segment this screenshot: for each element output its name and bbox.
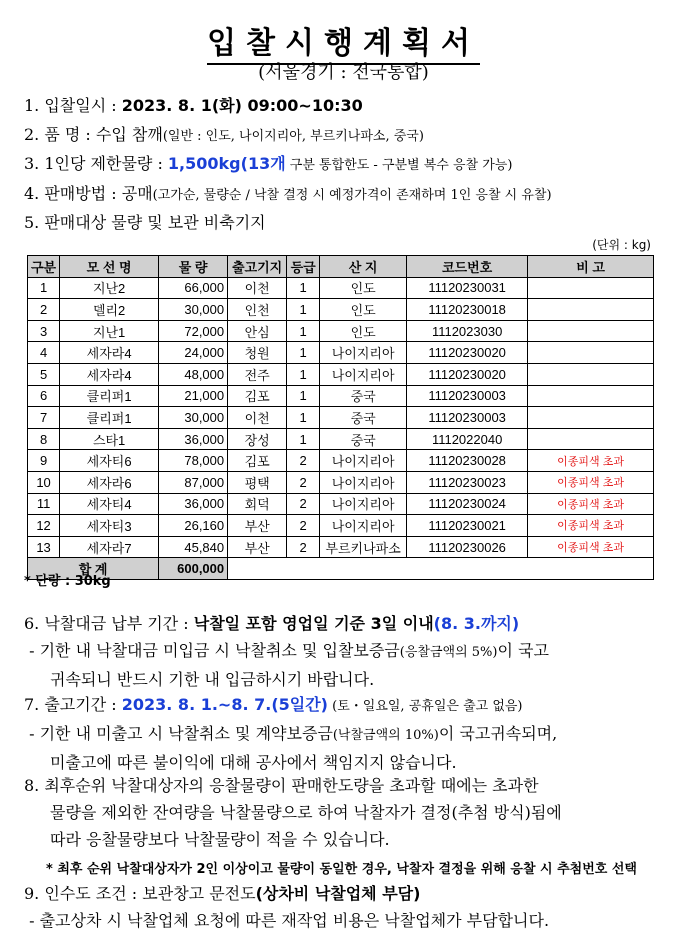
table-cell: 3 bbox=[28, 320, 60, 342]
table-cell: 13 bbox=[28, 536, 60, 558]
item-sale-method: 4. 판매방법 : 공매(고가순, 물량순 / 낙찰 결정 시 예정가격이 존재하며 1인 응찰 시 유찰) bbox=[24, 184, 552, 203]
table-cell bbox=[528, 342, 654, 364]
section-release-period: 7. 출고기간 : 2023. 8. 1.~8. 7.(5일간) (토・일요일, 공휴일은 출고 없음) - 기한 내 미출고 시 낙찰취소 및 계약보증금(낙찰금액의 10%)이 국고귀속되며, 미출고에 따른 불이익에 대해 공사에서 책임지지 않습니다. bbox=[24, 695, 558, 772]
table-cell: 24,000 bbox=[159, 342, 228, 364]
table-cell: 인도 bbox=[320, 277, 407, 299]
table-cell: 이종피색 초과 bbox=[528, 536, 654, 558]
table-cell: 나이지리아 bbox=[320, 493, 407, 515]
table-cell: 78,000 bbox=[159, 450, 228, 472]
table-cell bbox=[528, 385, 654, 407]
table-cell: 11120230003 bbox=[407, 385, 528, 407]
table-row bbox=[28, 363, 654, 385]
table-row bbox=[28, 536, 654, 558]
section-last-bidder: 8. 최후순위 낙찰대상자의 응찰물량이 판매한도량을 초과할 때에는 초과한 물량을 제외한 잔여량을 낙찰물량으로 하여 낙찰자가 결정(추첨 방식)됨에 따라 응찰물량보다 낙찰물량이 적을 수 있습니다. bbox=[24, 776, 562, 849]
table-cell: 이종피색 초과 bbox=[528, 450, 654, 472]
table-cell: 72,000 bbox=[159, 320, 228, 342]
table-cell bbox=[528, 299, 654, 321]
table-cell: 66,000 bbox=[159, 277, 228, 299]
item-sale-target: 5. 판매대상 물량 및 보관 비축기지 bbox=[24, 213, 266, 232]
table-cell: 1 bbox=[287, 428, 320, 450]
total-value: 600,000 bbox=[159, 558, 228, 580]
table-cell: 중국 bbox=[320, 385, 407, 407]
item-purchase-limit: 3. 1인당 제한물량 : 1,500kg(13개 구분 통합한도 - 구분별 복수 응찰 가능) bbox=[24, 154, 513, 173]
table-cell: 36,000 bbox=[159, 493, 228, 515]
table-cell: 2 bbox=[287, 515, 320, 537]
table-cell: 5 bbox=[28, 363, 60, 385]
table-cell: 36,000 bbox=[159, 428, 228, 450]
table-cell: 세자티3 bbox=[60, 515, 159, 537]
lottery-note: * 최후 순위 낙찰대상자가 2인 이상이고 물량이 동일한 경우, 낙찰자 결정을 위해 응찰 시 추첨번호 선택 bbox=[46, 862, 637, 877]
table-cell: 인천 bbox=[228, 299, 287, 321]
table-cell: 스타1 bbox=[60, 428, 159, 450]
table-cell: 45,840 bbox=[159, 536, 228, 558]
table-row bbox=[28, 471, 654, 493]
page-subtitle: (서울경기 : 전국통합) bbox=[258, 62, 429, 83]
table-cell bbox=[528, 320, 654, 342]
table-cell: 11120230021 bbox=[407, 515, 528, 537]
table-cell: 김포 bbox=[228, 385, 287, 407]
table-cell: 11120230024 bbox=[407, 493, 528, 515]
table-cell: 장성 bbox=[228, 428, 287, 450]
table-cell: 8 bbox=[28, 428, 60, 450]
table-cell: 나이지리아 bbox=[320, 515, 407, 537]
table-cell: 이종피색 초과 bbox=[528, 471, 654, 493]
table-cell: 세자라4 bbox=[60, 342, 159, 364]
table-cell: 9 bbox=[28, 450, 60, 472]
table-cell: 30,000 bbox=[159, 299, 228, 321]
table-cell: 11 bbox=[28, 493, 60, 515]
table-cell: 12 bbox=[28, 515, 60, 537]
col-header: 구분 bbox=[28, 256, 60, 278]
table-row bbox=[28, 299, 654, 321]
table-cell: 세자라6 bbox=[60, 471, 159, 493]
table-cell: 이천 bbox=[228, 407, 287, 429]
table-cell: 11120230018 bbox=[407, 299, 528, 321]
table-cell: 30,000 bbox=[159, 407, 228, 429]
table-cell: 2 bbox=[287, 493, 320, 515]
table-cell: 청원 bbox=[228, 342, 287, 364]
item-bid-datetime: 1. 입찰일시 : 2023. 8. 1(화) 09:00~10:30 bbox=[24, 96, 363, 115]
unit-label: (단위 : kg) bbox=[592, 238, 651, 252]
table-cell: 세자라4 bbox=[60, 363, 159, 385]
table-cell: 안심 bbox=[228, 320, 287, 342]
table-cell: 7 bbox=[28, 407, 60, 429]
table-cell: 중국 bbox=[320, 407, 407, 429]
stock-table bbox=[27, 255, 654, 580]
table-cell: 10 bbox=[28, 471, 60, 493]
table-cell: 김포 bbox=[228, 450, 287, 472]
table-cell: 11120230023 bbox=[407, 471, 528, 493]
table-cell: 1112022040 bbox=[407, 428, 528, 450]
table-row bbox=[28, 493, 654, 515]
table-cell: 부산 bbox=[228, 536, 287, 558]
table-cell: 세자라7 bbox=[60, 536, 159, 558]
table-cell: 이종피색 초과 bbox=[528, 493, 654, 515]
table-cell: 2 bbox=[287, 450, 320, 472]
col-header: 모 선 명 bbox=[60, 256, 159, 278]
table-cell: 6 bbox=[28, 385, 60, 407]
table-cell: 세자티4 bbox=[60, 493, 159, 515]
item-product-name: 2. 품 명 : 수입 참깨(일반 : 인도, 나이지리아, 부르키나파소, 중국) bbox=[24, 125, 424, 144]
col-header: 비 고 bbox=[528, 256, 654, 278]
table-header-row bbox=[28, 256, 654, 278]
table-cell: 세자티6 bbox=[60, 450, 159, 472]
table-cell bbox=[528, 407, 654, 429]
table-cell: 11120230020 bbox=[407, 363, 528, 385]
table-row bbox=[28, 407, 654, 429]
table-row bbox=[28, 277, 654, 299]
table-cell: 48,000 bbox=[159, 363, 228, 385]
table-cell: 1 bbox=[28, 277, 60, 299]
table-cell: 지난1 bbox=[60, 320, 159, 342]
table-cell: 26,160 bbox=[159, 515, 228, 537]
table-cell: 87,000 bbox=[159, 471, 228, 493]
col-header: 등급 bbox=[287, 256, 320, 278]
table-cell: 11120230031 bbox=[407, 277, 528, 299]
total-empty-cell bbox=[228, 558, 654, 580]
table-cell: 평택 bbox=[228, 471, 287, 493]
table-cell: 11120230026 bbox=[407, 536, 528, 558]
col-header: 출고기지 bbox=[228, 256, 287, 278]
table-cell: 부르키나파소 bbox=[320, 536, 407, 558]
table-cell: 2 bbox=[287, 536, 320, 558]
table-cell: 2 bbox=[28, 299, 60, 321]
table-cell: 11120230020 bbox=[407, 342, 528, 364]
table-cell: 2 bbox=[287, 471, 320, 493]
table-cell: 나이지리아 bbox=[320, 450, 407, 472]
table-cell: 이천 bbox=[228, 277, 287, 299]
table-cell: 1 bbox=[287, 277, 320, 299]
table-cell bbox=[528, 277, 654, 299]
table-cell: 부산 bbox=[228, 515, 287, 537]
table-row bbox=[28, 342, 654, 364]
table-cell: 지난2 bbox=[60, 277, 159, 299]
total-label: 합 계 bbox=[28, 558, 159, 580]
section-payment: 6. 낙찰대금 납부 기간 : 낙찰일 포함 영업일 기준 3일 이내(8. 3.까지) - 기한 내 낙찰대금 미입금 시 낙찰취소 및 입찰보증금(응찰금액의 5%)이 국고 귀속되니 반드시 기한 내 입금하시기 바랍니다. bbox=[24, 614, 549, 689]
table-cell: 나이지리아 bbox=[320, 471, 407, 493]
table-cell: 회덕 bbox=[228, 493, 287, 515]
table-cell: 1 bbox=[287, 320, 320, 342]
section-delivery: 9. 인수도 조건 : 보관창고 문전도(상차비 낙찰업체 부담) - 출고상차 시 낙찰업체 요청에 따른 재작업 비용은 낙찰업체가 부담합니다. bbox=[24, 884, 550, 930]
table-cell: 클리퍼1 bbox=[60, 407, 159, 429]
table-cell: 델리2 bbox=[60, 299, 159, 321]
table-row bbox=[28, 515, 654, 537]
table-cell: 11120230003 bbox=[407, 407, 528, 429]
table-cell: 나이지리아 bbox=[320, 363, 407, 385]
table-cell: 클리퍼1 bbox=[60, 385, 159, 407]
table-cell: 1 bbox=[287, 342, 320, 364]
table-cell: 1112023030 bbox=[407, 320, 528, 342]
table-cell: 1 bbox=[287, 363, 320, 385]
col-header: 코드번호 bbox=[407, 256, 528, 278]
table-cell: 21,000 bbox=[159, 385, 228, 407]
table-row bbox=[28, 385, 654, 407]
table-cell: 중국 bbox=[320, 428, 407, 450]
table-cell: 1 bbox=[287, 299, 320, 321]
col-header: 물 량 bbox=[159, 256, 228, 278]
table-cell: 1 bbox=[287, 407, 320, 429]
page-title: 입찰시행계획서 bbox=[0, 18, 687, 62]
table-cell: 4 bbox=[28, 342, 60, 364]
table-cell: 전주 bbox=[228, 363, 287, 385]
table-row bbox=[28, 320, 654, 342]
table-row bbox=[28, 450, 654, 472]
table-cell: 11120230028 bbox=[407, 450, 528, 472]
unit-weight-note: * 단량 : 30kg bbox=[24, 574, 111, 589]
table-total-row bbox=[28, 558, 654, 580]
table-row bbox=[28, 428, 654, 450]
table-cell bbox=[528, 428, 654, 450]
table-cell: 나이지리아 bbox=[320, 342, 407, 364]
table-cell: 이종피색 초과 bbox=[528, 515, 654, 537]
table-cell: 인도 bbox=[320, 320, 407, 342]
table-cell bbox=[528, 363, 654, 385]
table-cell: 인도 bbox=[320, 299, 407, 321]
col-header: 산 지 bbox=[320, 256, 407, 278]
table-cell: 1 bbox=[287, 385, 320, 407]
